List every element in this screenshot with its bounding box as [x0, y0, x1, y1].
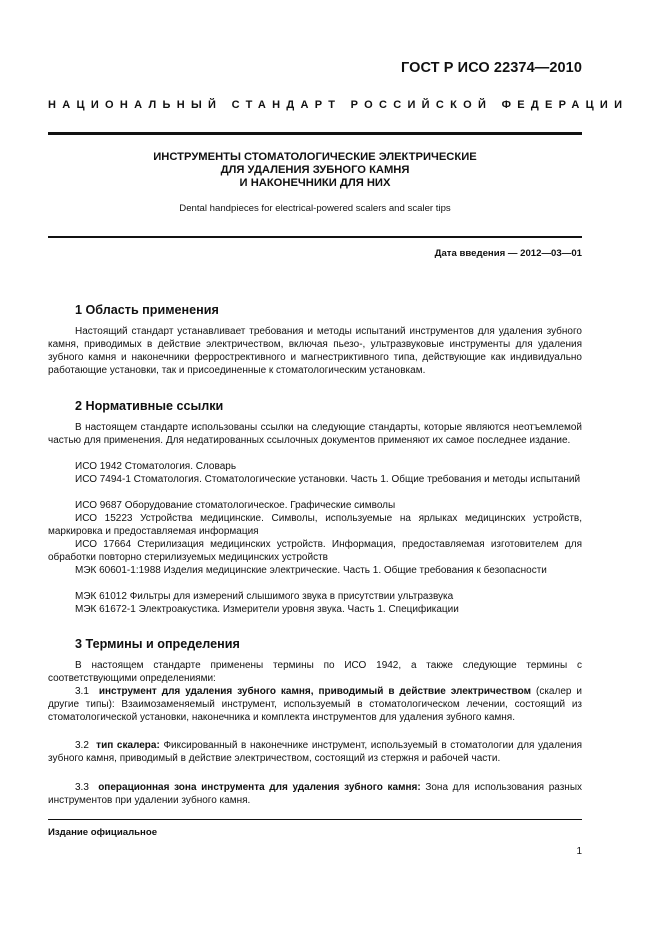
footer-divider — [48, 819, 582, 820]
reference-item: МЭК 61672-1 Электроакустика. Измерители уровня звука. Часть 1. Спецификации — [75, 604, 459, 615]
term-definition — [48, 782, 582, 808]
section-1-heading: 1 Область применения — [75, 303, 219, 317]
header-divider — [48, 132, 582, 135]
english-title: Dental handpieces for electrical-powered scalers and scaler tips — [179, 203, 451, 214]
reference-item: МЭК 61012 Фильтры для измерений слышимого звука в присутствии ультразвука — [75, 591, 454, 602]
term-number: 3.1 — [75, 686, 89, 697]
official-edition-label: Издание официальное — [48, 827, 158, 838]
page-number: 1 — [576, 846, 582, 857]
term-name: инструмент для удаления зубного камня, приводимый в действие электричеством — [98, 686, 532, 697]
reference-item: ИСО 17664 Стерилизация медицинских устройств. Информация, предоставляемая изготовителем для обработки повторно стерилизуемых медицинских устройств — [48, 539, 582, 563]
term-definition — [48, 686, 582, 725]
term-text: (скалер и другие типы): Взаимозаменяемый инструмент, используемый в стоматологическом лечении, состоящий из стоматологической установки, наконечника и комплекта инструментов для удаления зубного камня. — [48, 686, 582, 723]
reference-item: ИСО 15223 Устройства медицинские. Символы, используемые на ярлыках медицинских устройств, маркировка и предоставляемая информация — [48, 513, 582, 537]
section-1-text: Настоящий стандарт устанавливает требования и методы испытаний инструментов для удаления зубного камня, приводимых в действие электричеством, включая пьезо-, ультразвуковые инструменты для удаления зубного камня и наконечники феррострективного и магнестриктивного типа, действующие как индивидуально работающие установки, так и присоединенные к стоматологическим установкам. — [48, 326, 582, 376]
term-definition — [48, 740, 582, 766]
reference-item: ИСО 7494-1 Стоматология. Стоматологические установки. Часть 1. Общие требования и методы испытаний — [75, 474, 581, 485]
reference-item: ИСО 9687 Оборудование стоматологическое. Графические символы — [75, 500, 396, 511]
term-text: Фиксированный в наконечнике инструмент, используемый в стоматологии для удаления зубного камня, приводимый в действие электричеством, состоящий из стержня и рабочей части. — [48, 740, 582, 764]
title-line-2: ДЛЯ УДАЛЕНИЯ ЗУБНОГО КАМНЯ — [220, 164, 410, 176]
title-line-1: ИНСТРУМЕНТЫ СТОМАТОЛОГИЧЕСКИЕ ЭЛЕКТРИЧЕСКИЕ — [153, 151, 477, 163]
standard-code: ГОСТ Р ИСО 22374—2010 — [400, 60, 582, 76]
section-3-heading: 3 Термины и определения — [75, 637, 240, 651]
section-2-intro: В настоящем стандарте использованы ссылки на следующие стандарты, которые являются неотъемлемой частью для применения. Для недатированных ссылочных документов применяют их самое последнее издание. — [48, 422, 582, 446]
section-2-heading: 2 Нормативные ссылки — [75, 399, 224, 413]
introduction-date: Дата введения — 2012—03—01 — [434, 248, 582, 259]
title-divider — [48, 236, 582, 238]
term-name: тип скалера: — [96, 740, 160, 751]
document-title — [48, 151, 582, 190]
term-text: Зона для использования разных инструментов при удалении зубного камня. — [48, 782, 583, 806]
reference-item: МЭК 60601-1:1988 Изделия медицинские электрические. Часть 1. Общие требования к безопасности — [75, 565, 547, 576]
reference-item: ИСО 1942 Стоматология. Словарь — [75, 461, 237, 472]
section-3-intro: В настоящем стандарте применены термины по ИСО 1942, а также следующие термины с соответствующими определениями: — [48, 660, 582, 684]
term-number: 3.3 — [75, 782, 89, 793]
title-line-3: И НАКОНЕЧНИКИ ДЛЯ НИХ — [239, 177, 391, 189]
national-banner: НАЦИОНАЛЬНЫЙ СТАНДАРТ РОССИЙСКОЙ ФЕДЕРАЦИИ — [48, 99, 629, 111]
term-name: операционная зона инструмента для удаления зубного камня: — [98, 782, 421, 793]
term-number: 3.2 — [75, 740, 89, 751]
